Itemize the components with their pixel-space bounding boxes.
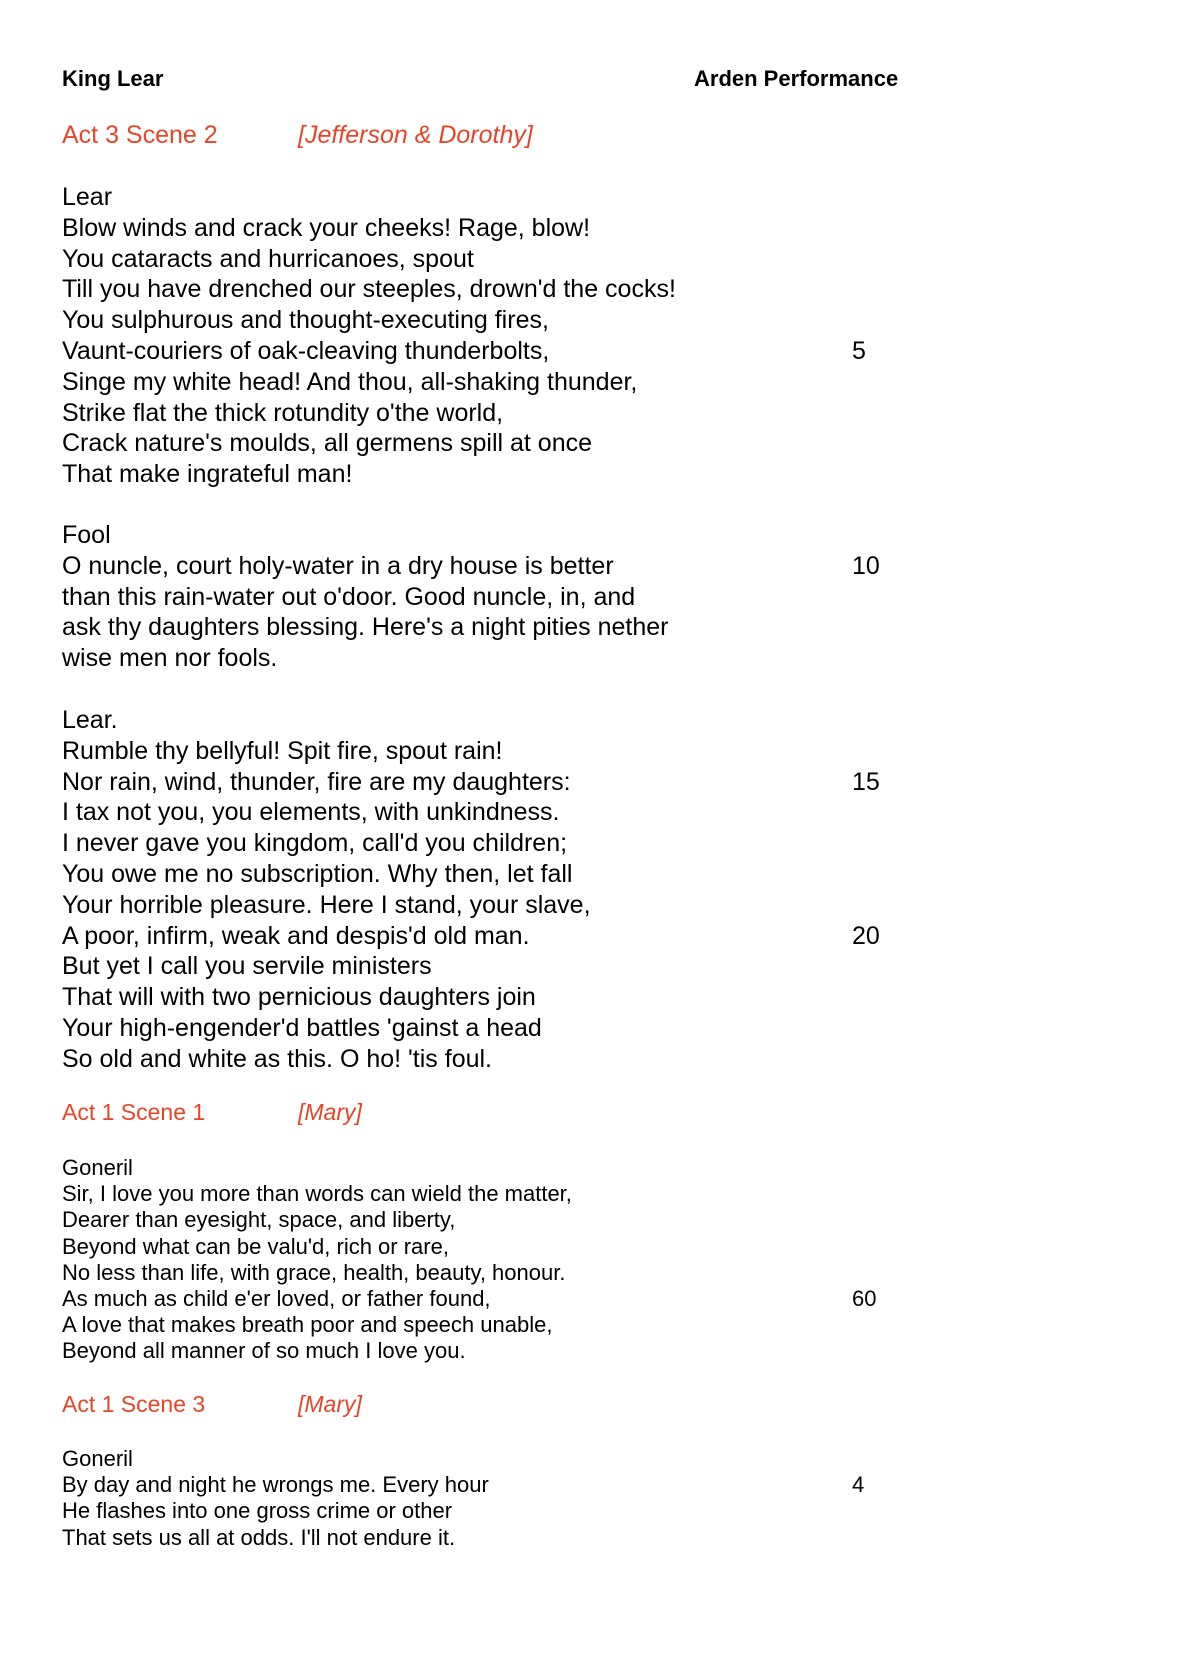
line-number: 15	[852, 767, 880, 796]
scene-title: Act 1 Scene 3	[62, 1391, 206, 1417]
verse-line: Your high-engender'd battles 'gainst a head	[62, 1013, 542, 1042]
speaker-name: Lear	[62, 183, 113, 211]
verse-line: Crack nature's moulds, all germens spill at once	[62, 429, 593, 458]
verse-line: That sets us all at odds. I'll not endure it.	[62, 1524, 456, 1550]
speaker-name: Lear.	[62, 706, 118, 734]
verse-line: Sir, I love you more than words can wield the matter,	[62, 1181, 572, 1207]
scene-heading-act3-scene2	[62, 121, 533, 150]
verse-line: Nor rain, wind, thunder, fire are my daughters: 15	[62, 767, 880, 796]
verse-line: No less than life, with grace, health, beauty, honour.	[62, 1259, 566, 1285]
verse-line: As much as child e'er loved, or father found, 60	[62, 1285, 877, 1311]
play-title: King Lear	[62, 66, 164, 91]
verse-line: By day and night he wrongs me. Every hour 4	[62, 1472, 865, 1498]
verse-line: You sulphurous and thought-executing fires,	[62, 306, 549, 335]
verse-line: Singe my white head! And thou, all-shaking thunder,	[62, 367, 638, 396]
speaker-name: Goneril	[62, 1446, 133, 1471]
verse-line: That make ingrateful man!	[62, 460, 353, 489]
verse-line: Strike flat the thick rotundity o'the world,	[62, 398, 504, 427]
speech-lear-2	[62, 705, 1112, 1075]
speech-goneril-2	[62, 1446, 1112, 1551]
verse-line: Your horrible pleasure. Here I stand, your slave,	[62, 890, 591, 919]
verse-line: You cataracts and hurricanoes, spout	[62, 244, 474, 273]
verse-line: Beyond what can be valu'd, rich or rare,	[62, 1233, 449, 1259]
line-number: 4	[852, 1472, 865, 1498]
speaker-name: Fool	[62, 521, 111, 549]
verse-line: Till you have drenched our steeples, drown'd the cocks!	[62, 275, 676, 304]
speech-goneril-1	[62, 1155, 1112, 1365]
scene-cast: [Mary]	[298, 1099, 362, 1125]
scene-title: Act 3 Scene 2	[62, 121, 218, 149]
speaker-name: Goneril	[62, 1155, 133, 1180]
edition-label: Arden Performance	[694, 66, 899, 91]
verse-line: Beyond all manner of so much I love you.	[62, 1338, 466, 1364]
scene-heading-act1-scene1	[62, 1099, 362, 1126]
prose-line: ask thy daughters blessing. Here's a night pities nether	[62, 613, 669, 642]
line-number: 10	[852, 551, 880, 580]
verse-line: Blow winds and crack your cheeks! Rage, blow!	[62, 213, 591, 242]
scene-heading-act1-scene3	[62, 1391, 362, 1418]
verse-line: Vaunt-couriers of oak-cleaving thunderbolts, 5	[62, 336, 866, 365]
speech-fool	[62, 520, 1112, 674]
scene-cast: [Jefferson & Dorothy]	[298, 121, 533, 149]
prose-line: O nuncle, court holy-water in a dry house is better 10	[62, 551, 880, 580]
verse-line: He flashes into one gross crime or other	[62, 1498, 453, 1524]
verse-line: But yet I call you servile ministers	[62, 952, 432, 981]
line-number: 20	[852, 921, 880, 950]
speech-lear-1	[62, 182, 1112, 490]
verse-line: A love that makes breath poor and speech unable,	[62, 1312, 553, 1338]
verse-line: Dearer than eyesight, space, and liberty,	[62, 1207, 456, 1233]
verse-line: That will with two pernicious daughters join	[62, 983, 536, 1012]
line-number: 60	[852, 1285, 877, 1311]
scene-title: Act 1 Scene 1	[62, 1099, 206, 1125]
verse-line: A poor, infirm, weak and despis'd old man. 20	[62, 921, 880, 950]
prose-line: wise men nor fools.	[62, 644, 278, 673]
scene-cast: [Mary]	[298, 1391, 362, 1417]
verse-line: I never gave you kingdom, call'd you children;	[62, 829, 568, 858]
prose-line: than this rain-water out o'door. Good nuncle, in, and	[62, 582, 636, 611]
verse-line: I tax not you, you elements, with unkindness.	[62, 798, 560, 827]
verse-line: Rumble thy bellyful! Spit fire, spout rain!	[62, 736, 503, 765]
verse-line: You owe me no subscription. Why then, let fall	[62, 859, 573, 888]
verse-line: So old and white as this. O ho! 'tis foul.	[62, 1044, 493, 1073]
line-number: 5	[852, 336, 866, 365]
